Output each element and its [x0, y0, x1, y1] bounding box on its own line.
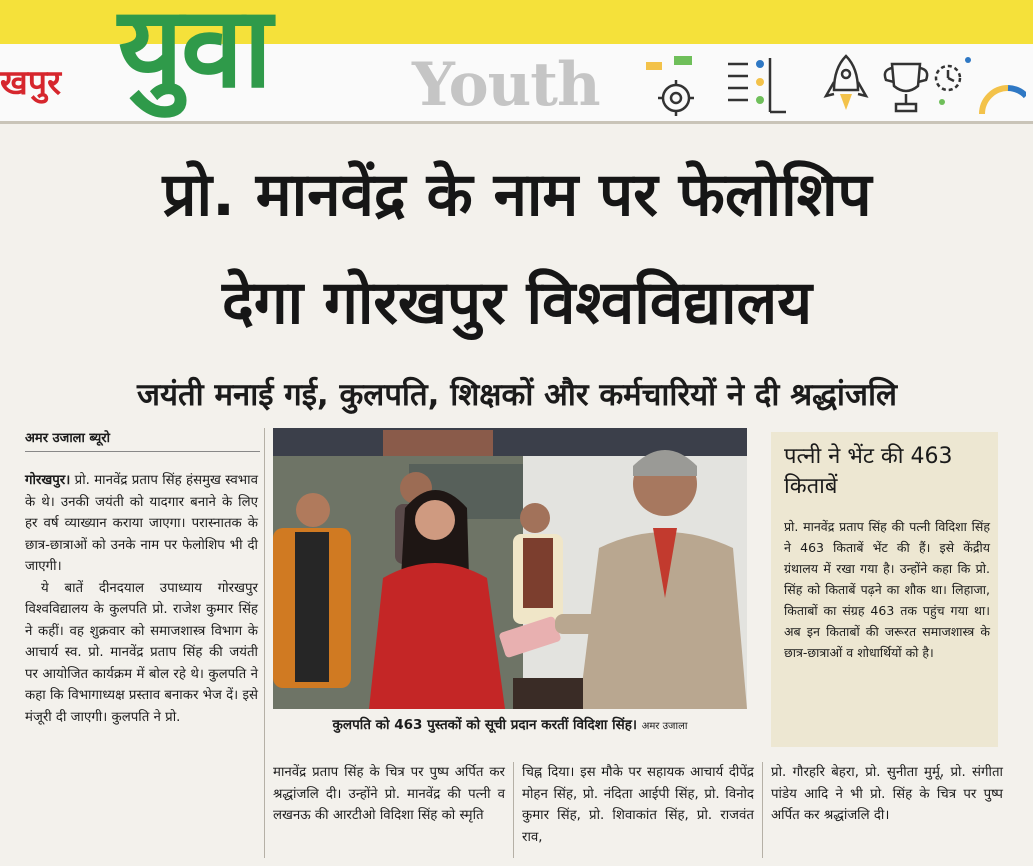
column-divider — [513, 762, 514, 858]
byline: अमर उजाला ब्यूरो — [25, 431, 110, 446]
rocket-icon — [826, 56, 866, 110]
masthead-icons — [636, 52, 1026, 118]
section-title-english: Youth — [412, 50, 600, 120]
headline-line-2: देगा गोरखपुर विश्वविद्यालय — [222, 268, 812, 338]
column-divider — [264, 428, 265, 858]
article-paragraph-2: ये बातें दीनदयाल उपाध्याय गोरखपुर विश्वविद्यालय के कुलपति प्रो. राजेश कुमार सिंह ने कहीं। वह शुक्रवार को समाजशास्त्र विभाग के आचार्य स्व. प्रो. मानवेंद्र प्रताप सिंह की जयंती पर आयोजित कार्यक्रम में बोल रहे थे। कुलपति ने कहा कि विभागाध्यक्ष प्रस्ताव बनाकर भेज दें। इसे मंजूरी दी जाएगी। कुलपति ने प्रो. — [25, 580, 258, 725]
news-photo — [273, 428, 747, 709]
headline-line-1: प्रो. मानवेंद्र के नाम पर फेलोशिप — [162, 160, 872, 230]
masthead-rule — [0, 121, 1033, 124]
article-column-2: मानवेंद्र प्रताप सिंह के चित्र पर पुष्प अर्पित कर श्रद्धांजलि दी। उन्होंने प्रो. मानवेंद्र की पत्नी व लखनऊ की आरटीओ विदिशा सिंह को स्मृति — [273, 765, 505, 823]
gauge-icon — [982, 88, 1026, 114]
byline-divider — [25, 451, 260, 452]
subheadline: जयंती मनाई गई, कुलपति, शिक्षकों और कर्मचारियों ने दी श्रद्धांजलि — [137, 377, 897, 413]
city-name: खपुर — [0, 63, 62, 103]
checklist-icon — [728, 58, 786, 112]
gear-chat-icon — [646, 56, 694, 116]
trophy-icon — [885, 64, 927, 111]
article-paragraph-1-text: प्रो. मानवेंद्र प्रताप सिंह हंसमुख स्वभाव के थे। उनकी जयंती को यादगार बनाने के लिए हर वर्ष व्याख्यान कराया जाएगा। परास्नातक के छात्र-छात्राओं को उनके नाम पर फेलोशिप भी दी जाएगी। — [25, 473, 258, 574]
article-column-1 — [25, 470, 258, 728]
article-column-4: प्रो. गौरहरि बेहरा, प्रो. सुनीता मुर्मू, प्रो. संगीता पांडेय आदि ने भी प्रो. सिंह के चित्र पर पुष्प अर्पित कर श्रद्धांजलि दी। — [771, 765, 1003, 823]
column-divider — [762, 762, 763, 858]
article-paragraph-1 — [25, 470, 258, 578]
sidebar-text: प्रो. मानवेंद्र प्रताप सिंह की पत्नी विदिशा सिंह ने 463 किताबें भेंट की हैं। इसे केंद्रीय ग्रंथालय में रखा गया है। उन्होंने कहा कि प्रो. सिंह को किताबें पढ़ने का शौक था। लिहाजा, किताबों का संग्रह 463 तक पहुंच गया था। अब इन किताबों की जरूरत समाजशास्त्र के छात्र-छात्राओं व शोधार्थियों को है। — [784, 519, 990, 660]
sidebar-title: पत्नी ने भेंट की 463 किताबें — [784, 444, 953, 499]
dateline: गोरखपुर। — [25, 473, 71, 488]
photo-caption — [273, 715, 747, 733]
caption-text: कुलपति को 463 पुस्तकों को सूची प्रदान करतीं विदिशा सिंह। — [332, 717, 637, 733]
photo-credit: अमर उजाला — [641, 721, 688, 732]
article-column-3: चिह्न दिया। इस मौके पर सहायक आचार्य दीपेंद्र मोहन सिंह, प्रो. नंदिता आईपी सिंह, प्रो. विनोद कुमार सिंह, प्रो. शिवाकांत सिंह, प्रो. राजवंत राव, — [522, 765, 754, 845]
clock-icon — [936, 57, 971, 105]
section-title: युवा — [118, 0, 271, 113]
